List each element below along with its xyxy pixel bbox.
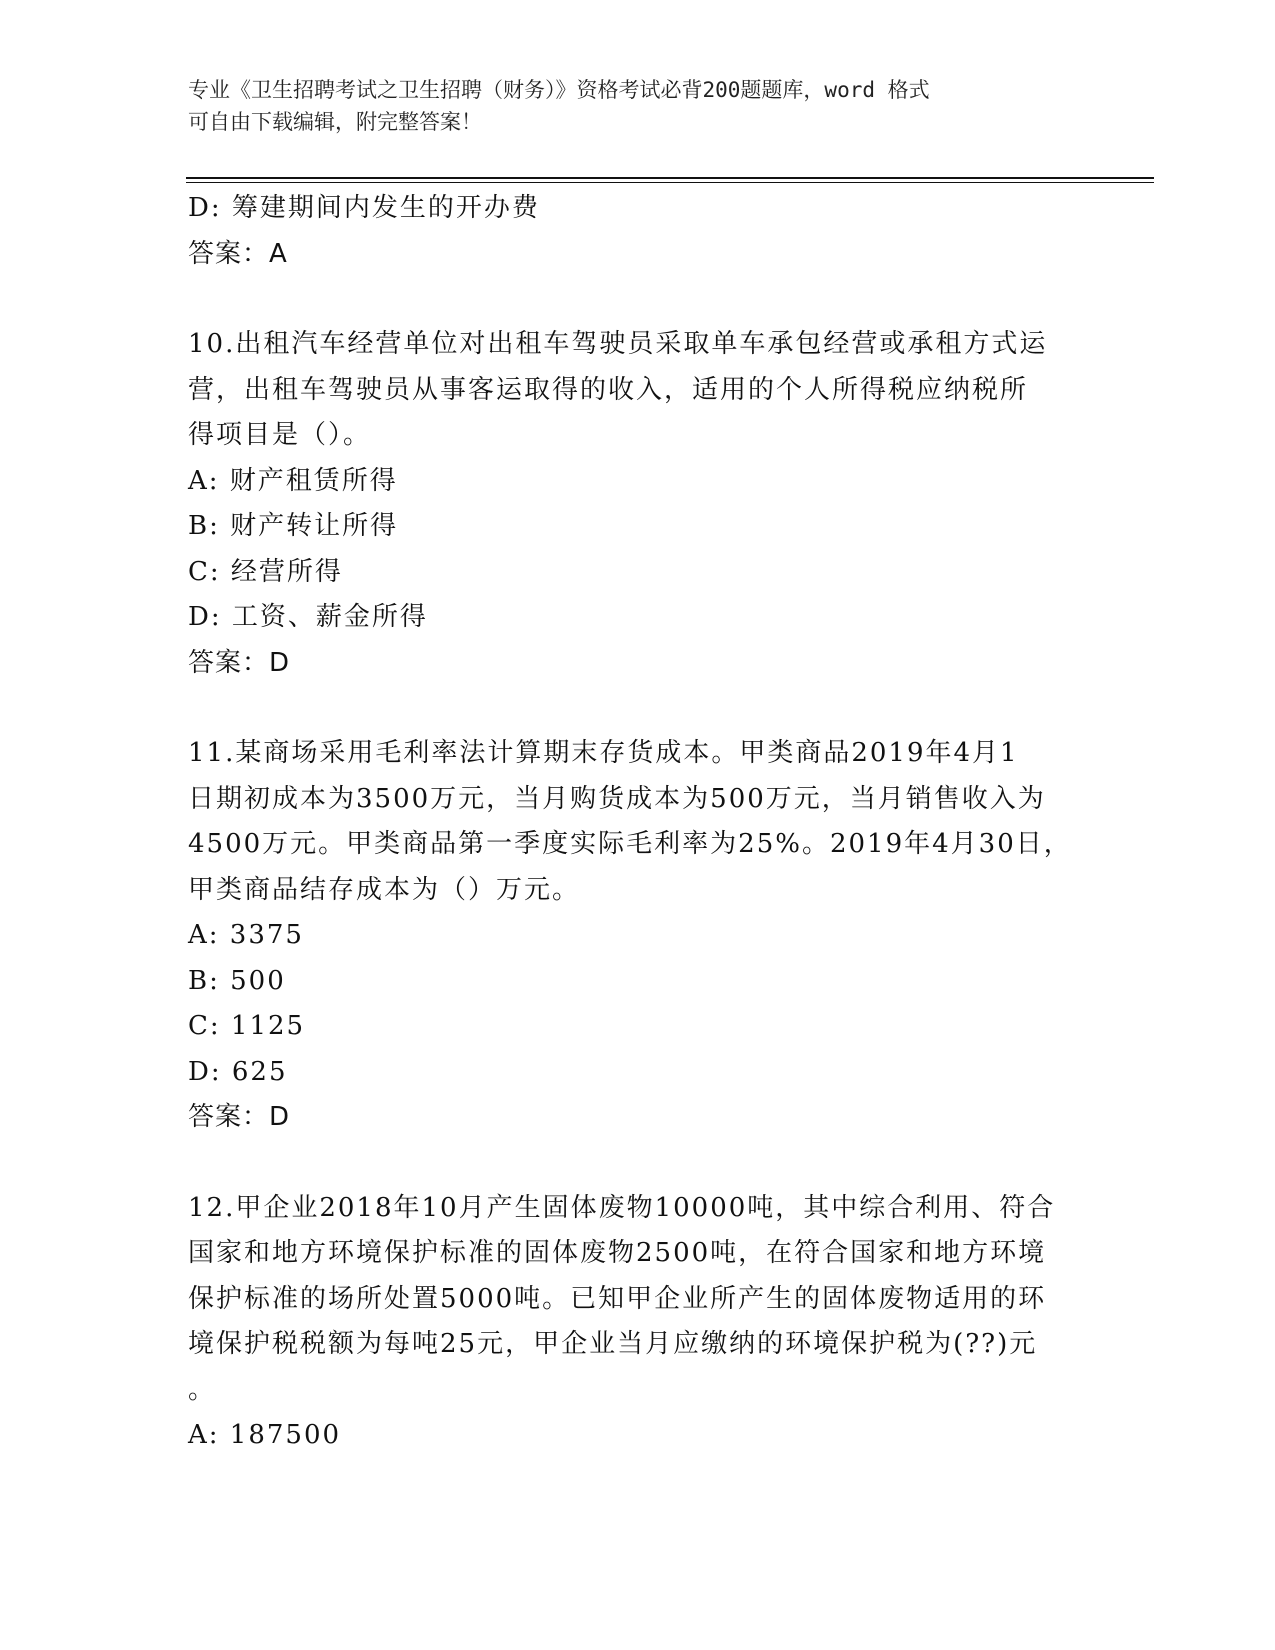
- header-line-1: 专业《卫生招聘考试之卫生招聘（财务）》资格考试必背200题题库，word 格式: [188, 78, 930, 102]
- q11-option-a: A: 3375: [188, 920, 304, 950]
- document-body: [188, 186, 1072, 1459]
- header-line-2: 可自由下载编辑，附完整答案！: [188, 110, 482, 134]
- q12-line-5: 。: [188, 1374, 217, 1405]
- q10-line-3: 得项目是（）。: [188, 420, 372, 450]
- q11-answer: 答案：D: [188, 1102, 291, 1132]
- q12-option-a: A: 187500: [188, 1420, 342, 1450]
- q10-answer: 答案：D: [188, 647, 291, 678]
- question-10: [188, 322, 1068, 686]
- question-11: [188, 731, 1072, 1141]
- q12-line-1: 12.甲企业2018年10月产生固体废物10000吨，其中综合利用、符合: [188, 1192, 1056, 1223]
- q11-line-2: 日期初成本为3500万元，当月购货成本为500万元，当月销售收入为: [188, 783, 1046, 814]
- question-12: [188, 1186, 1068, 1459]
- q12-line-3: 保护标准的场所处置5000吨。已知甲企业所产生的固体废物适用的环: [188, 1283, 1047, 1314]
- q12-line-2: 国家和地方环境保护标准的固体废物2500吨，在符合国家和地方环境: [188, 1238, 1047, 1268]
- q11-option-d: D: 625: [188, 1056, 288, 1087]
- q10-option-d: D: 工资、薪金所得: [188, 602, 428, 632]
- q10-line-1: 10.出租汽车经营单位对出租车驾驶员采取单车承包经营或承租方式运: [188, 329, 1048, 359]
- prev-answer: 答案：A: [188, 238, 288, 269]
- q11-option-b: B: 500: [188, 965, 286, 996]
- q12-line-4: 境保护税税额为每吨25元，甲企业当月应缴纳的环境保护税为(??)元: [188, 1329, 1038, 1359]
- q11-line-1: 11.某商场采用毛利率法计算期末存货成本。甲类商品2019年4月1: [188, 738, 1019, 768]
- document-header: [188, 74, 1068, 138]
- header-rule-thin: [186, 182, 1154, 183]
- q10-option-b: B: 财产转让所得: [188, 511, 399, 541]
- q10-line-2: 营，出租车驾驶员从事客运取得的收入，适用的个人所得税应纳税所: [188, 374, 1029, 405]
- q11-line-4: 甲类商品结存成本为（）万元。: [188, 874, 581, 905]
- q11-line-3: 4500万元。甲类商品第一季度实际毛利率为25%。2019年4月30日，: [188, 829, 1072, 859]
- q10-option-a: A: 财产租赁所得: [188, 465, 398, 496]
- header-rule-thick: [186, 177, 1154, 179]
- q10-option-c: C: 经营所得: [188, 556, 343, 587]
- prev-option-d: D: 筹建期间内发生的开办费: [188, 193, 540, 223]
- q11-option-c: C: 1125: [188, 1011, 306, 1041]
